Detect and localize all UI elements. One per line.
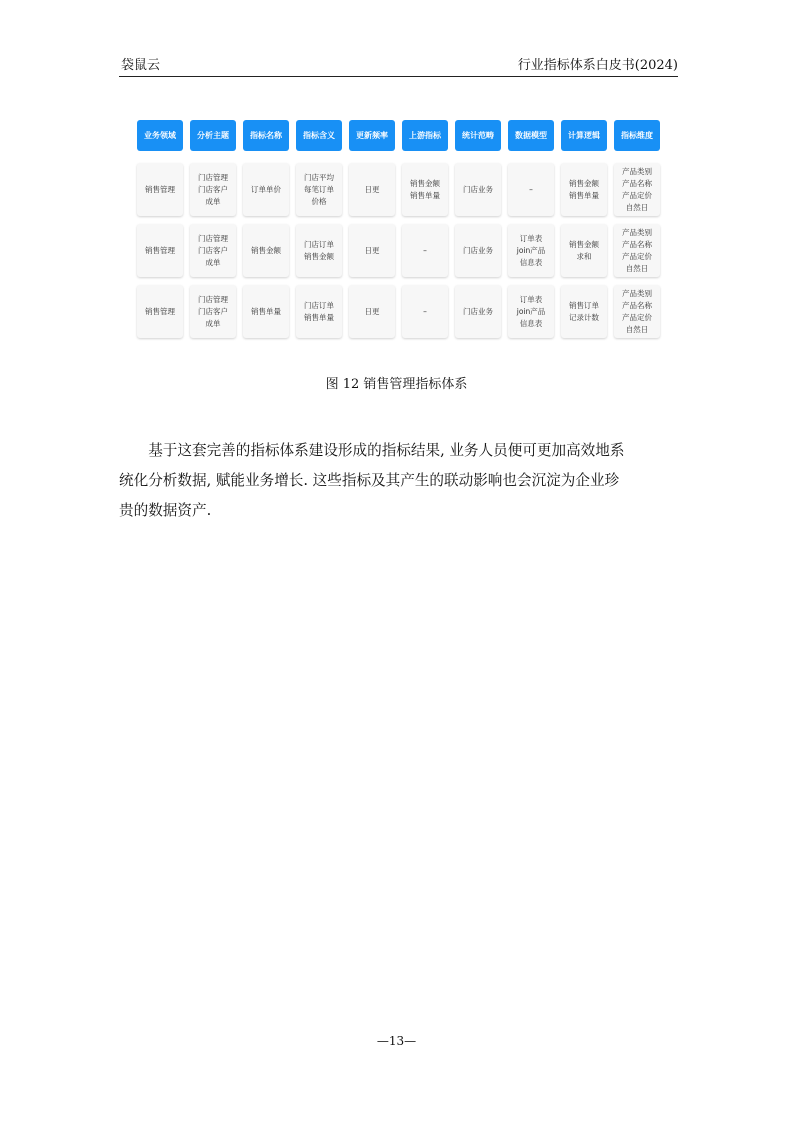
table-cell: 日更	[349, 163, 395, 216]
table-header-cell: 上游指标	[402, 120, 448, 151]
table-header-cell: 数据模型	[508, 120, 554, 151]
page-number	[0, 1034, 793, 1048]
table-header-cell: 指标含义	[296, 120, 342, 151]
table-cell: 门店订单 销售金额	[296, 224, 342, 277]
table-cell: 销售订单 记录计数	[561, 285, 607, 338]
figure-caption: 图 12 销售管理指标体系	[325, 377, 468, 392]
table-cell: 订单表 join产品 信息表	[508, 224, 554, 277]
page-number-dash-right: —	[404, 1034, 417, 1048]
table-cell: 门店业务	[455, 224, 501, 277]
table-cell: 销售单量	[243, 285, 289, 338]
table-cell: 门店订单 销售单量	[296, 285, 342, 338]
table-cell: 销售金额 销售单量	[402, 163, 448, 216]
table-header-cell: 业务领域	[137, 120, 183, 151]
table-cell: 销售管理	[137, 163, 183, 216]
page-number-value: 13	[388, 1034, 405, 1048]
table-cell: 产品类别 产品名称 产品定价 自然日	[614, 224, 660, 277]
paragraph-line: 基于这套完善的指标体系建设形成的指标结果, 业务人员便可更加高效地系	[119, 442, 625, 459]
paragraph-line: 统化分析数据, 赋能业务增长. 这些指标及其产生的联动影响也会沉淀为企业珍	[119, 472, 620, 489]
metric-table	[137, 120, 660, 338]
table-cell: 销售金额	[243, 224, 289, 277]
table-cell: 门店管理 门店客户 成单	[190, 224, 236, 277]
table-header-cell: 计算逻辑	[561, 120, 607, 151]
table-cell: 门店业务	[455, 163, 501, 216]
table-cell: 销售管理	[137, 224, 183, 277]
table-cell: 门店管理 门店客户 成单	[190, 285, 236, 338]
table-cell: 产品类别 产品名称 产品定价 自然日	[614, 163, 660, 216]
paragraph-line: 贵的数据资产.	[119, 502, 212, 519]
table-header-cell: 指标名称	[243, 120, 289, 151]
table-cell: 订单单价	[243, 163, 289, 216]
table-cell: 销售金额 销售单量	[561, 163, 607, 216]
table-cell: 产品类别 产品名称 产品定价 自然日	[614, 285, 660, 338]
table-cell: 日更	[349, 285, 395, 338]
table-cell: 销售管理	[137, 285, 183, 338]
table-cell: 日更	[349, 224, 395, 277]
table-header-cell: 统计范畴	[455, 120, 501, 151]
body-paragraph	[119, 436, 679, 526]
table-cell: 销售金额 求和	[561, 224, 607, 277]
table-header-cell: 指标维度	[614, 120, 660, 151]
page-number-dash-left: —	[376, 1034, 389, 1048]
table-header-cell: 更新频率	[349, 120, 395, 151]
table-cell: 门店管理 门店客户 成单	[190, 163, 236, 216]
table-cell: 门店平均 每笔订单 价格	[296, 163, 342, 216]
header-left-company: 袋鼠云	[121, 58, 161, 73]
table-cell: 订单表 join产品 信息表	[508, 285, 554, 338]
table-cell: –	[402, 224, 448, 277]
table-cell: –	[508, 163, 554, 216]
running-header	[119, 58, 678, 77]
table-header-cell: 分析主题	[190, 120, 236, 151]
table-cell: –	[402, 285, 448, 338]
header-right-title: 行业指标体系白皮书(2024)	[517, 58, 678, 73]
table-cell: 门店业务	[455, 285, 501, 338]
